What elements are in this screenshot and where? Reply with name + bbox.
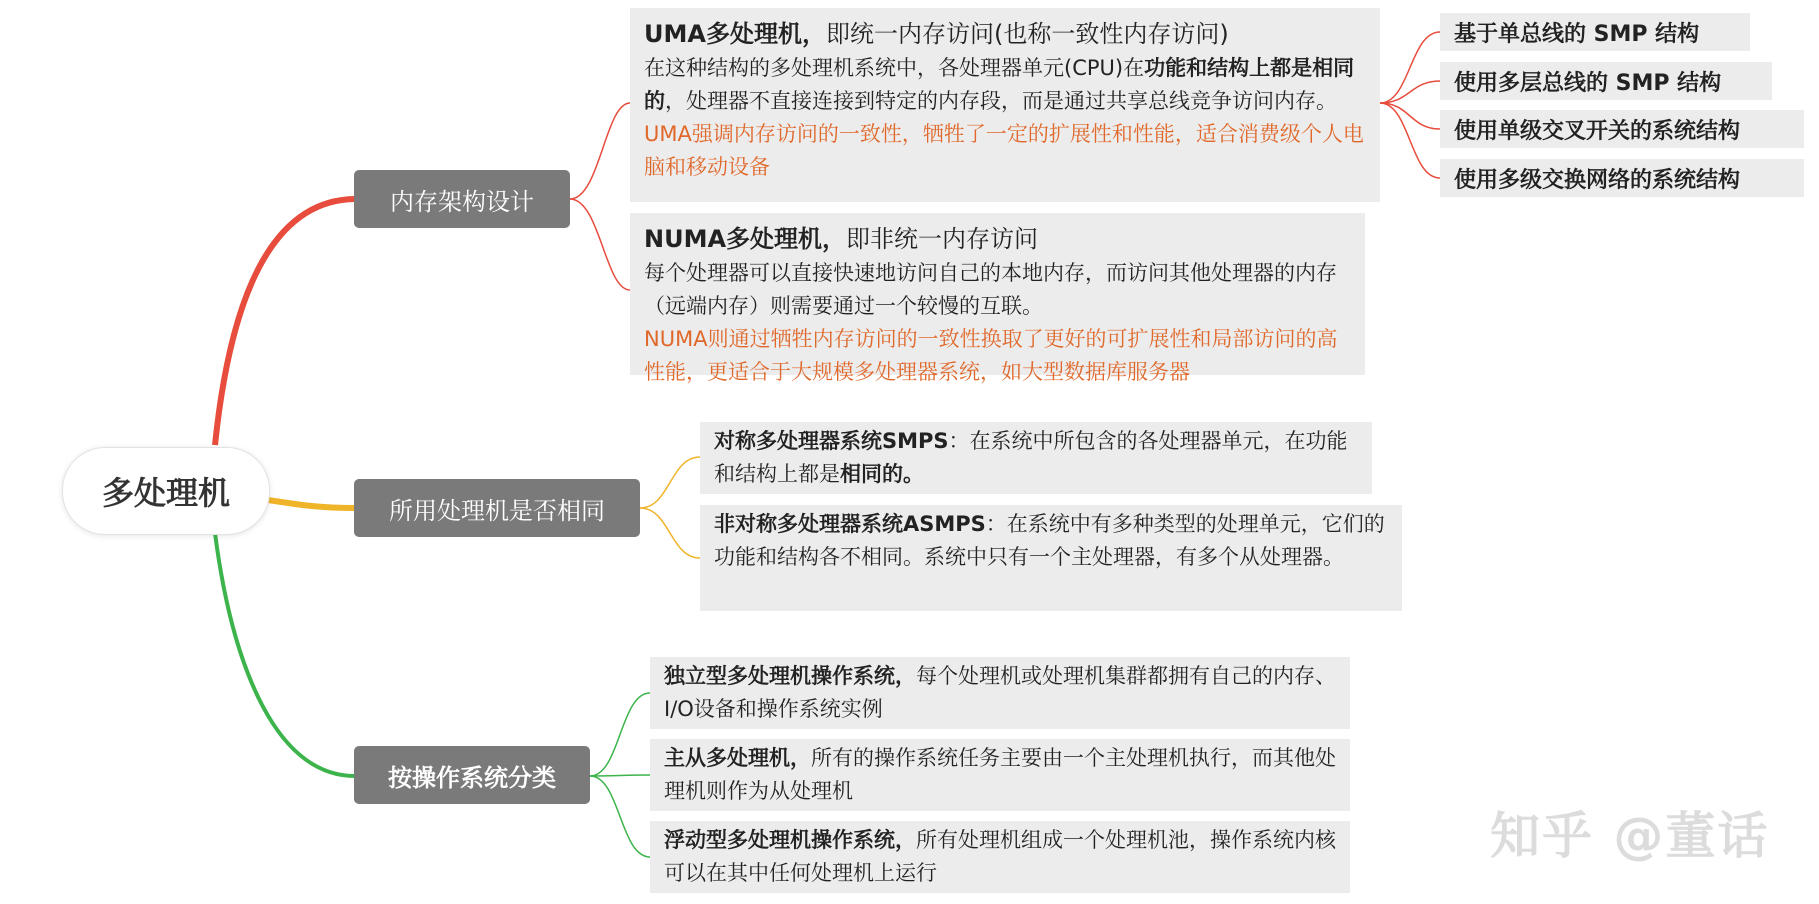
root-node[interactable] [62, 447, 270, 535]
leaf-title: UMA多处理机，即统一内存访问(也称一致性内存访问) [644, 20, 1229, 48]
connector-os-3 [590, 776, 650, 857]
connector-uma-sub4 [1380, 103, 1440, 178]
uma-subitem[interactable]: 使用单级交叉开关的系统结构 [1440, 110, 1804, 148]
leaf-uma[interactable] [630, 8, 1380, 202]
uma-subitem[interactable]: 使用多级交换网络的系统结构 [1440, 159, 1804, 197]
leaf-body: 每个处理器可以直接快速地访问自己的本地内存，而访问其他处理器的内存（远端内存）则需要通过一个较慢的互联。 [644, 261, 1337, 318]
uma-subitem[interactable]: 基于单总线的 SMP 结构 [1440, 13, 1750, 51]
branch-label: 内存架构设计 [390, 187, 534, 216]
branch-label: 所用处理机是否相同 [389, 496, 605, 525]
connector-memory-uma [570, 103, 630, 199]
leaf-smps[interactable]: 对称多处理器系统SMPS：在系统中所包含的各处理器单元，在功能和结构上都是相同的。 [700, 422, 1372, 494]
connector-root-memory [215, 199, 355, 445]
connector-root-processor [268, 500, 355, 508]
connector-memory-numa [570, 199, 630, 290]
leaf-note: UMA强调内存访问的一致性，牺牲了一定的扩展性和性能，适合消费级个人电脑和移动设备 [644, 122, 1364, 179]
uma-subitem[interactable]: 使用多层总线的 SMP 结构 [1440, 62, 1772, 100]
leaf-title: NUMA多处理机，即非统一内存访问 [644, 225, 1039, 253]
leaf-os-master-slave[interactable]: 主从多处理机，所有的操作系统任务主要由一个主处理机执行，而其他处理机则作为从处理机 [650, 739, 1350, 811]
leaf-note: NUMA则通过牺牲内存访问的一致性换取了更好的可扩展性和局部访问的高性能，更适合于大规模多处理器系统，如大型数据库服务器 [644, 327, 1338, 384]
leaf-body: 在这种结构的多处理机系统中，各处理器单元(CPU)在功能和结构上都是相同的，处理器不直接连接到特定的内存段，而是通过共享总线竞争访问内存。 [644, 56, 1355, 113]
watermark: 知乎 @董话 [1490, 807, 1770, 865]
branch-memory-architecture[interactable] [354, 170, 570, 228]
connector-proc-asmps [640, 508, 700, 558]
connector-os-2 [590, 775, 650, 776]
branch-os-classification[interactable] [354, 746, 590, 804]
root-label: 多处理机 [101, 474, 230, 512]
connector-os-1 [590, 693, 650, 776]
connector-uma-sub3 [1380, 103, 1440, 129]
connector-root-os [215, 533, 355, 776]
branch-label: 按操作系统分类 [388, 763, 556, 792]
branch-processor-identity[interactable] [354, 479, 640, 537]
leaf-os-independent[interactable]: 独立型多处理机操作系统，每个处理机或处理机集群都拥有自己的内存、I/O设备和操作系统实例 [650, 657, 1350, 729]
leaf-os-floating[interactable]: 浮动型多处理机操作系统，所有处理机组成一个处理机池，操作系统内核可以在其中任何处理机上运行 [650, 821, 1350, 893]
leaf-asmps[interactable]: 非对称多处理器系统ASMPS：在系统中有多种类型的处理单元，它们的功能和结构各不相同。系统中只有一个主处理器，有多个从处理器。 [700, 505, 1402, 611]
connector-proc-smps [640, 457, 700, 508]
leaf-numa[interactable] [630, 213, 1365, 384]
